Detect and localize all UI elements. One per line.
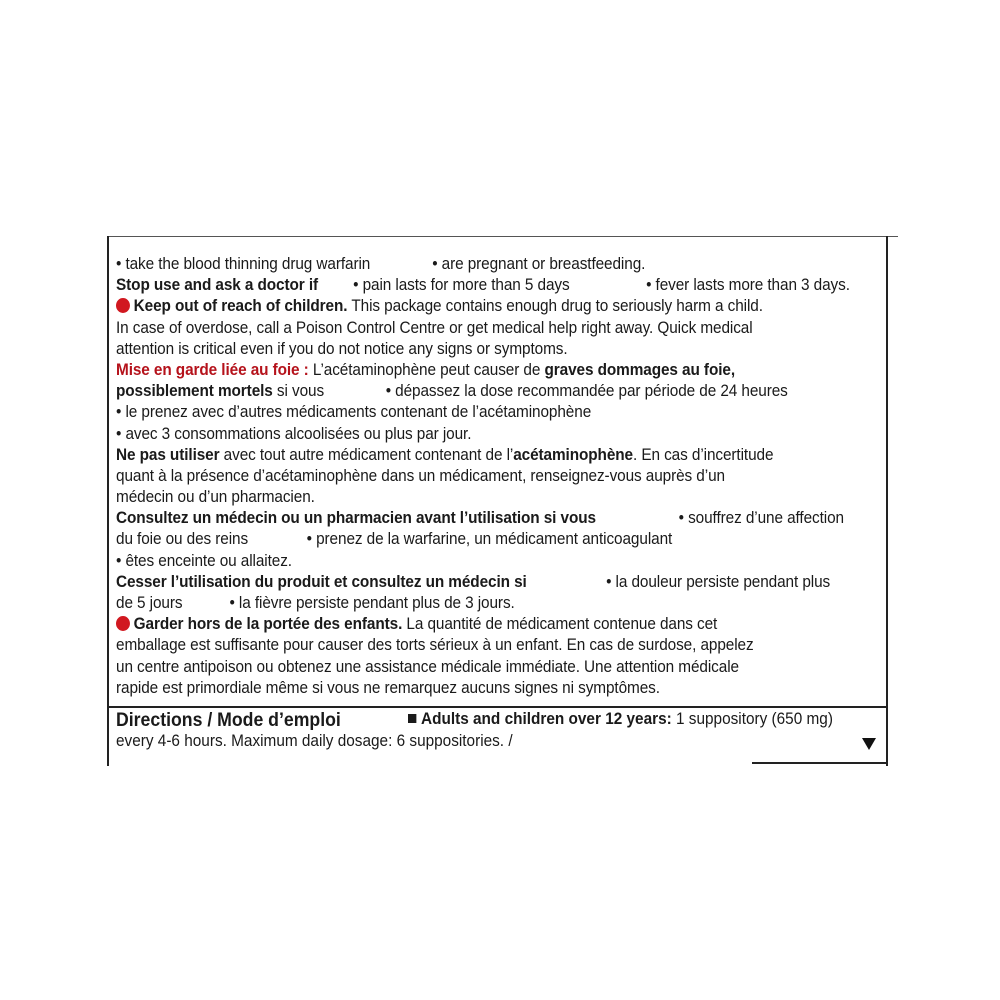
red-dot-icon	[116, 298, 130, 313]
bullet-liver-condition: • souffrez d’une affection	[678, 509, 844, 528]
bullet-pain: • pain lasts for more than 5 days	[353, 276, 570, 295]
line-10	[116, 445, 832, 466]
bullet-warfarine: • prenez de la warfarine, un médicament anticoagulant	[306, 530, 673, 549]
section-divider	[108, 706, 888, 708]
down-triangle-icon	[862, 738, 876, 750]
bullet-exceed-dose: • dépassez la dose recommandée par période de 24 heures	[385, 382, 788, 401]
line-17	[116, 593, 832, 614]
keep-out-heading: Keep out of reach of children.	[133, 297, 348, 316]
if-you-text: si vous	[272, 382, 325, 401]
line-4: In case of overdose, call a Poison Control Centre or get medical help right away. Quick medical	[116, 318, 753, 337]
line-20: un centre antipoison ou obtenez une assistance médicale immédiate. Une attention médicale	[116, 657, 739, 676]
line-7	[116, 381, 832, 402]
line-8: • le prenez avec d’autres médicaments contenant de l’acétaminophène	[116, 403, 592, 422]
frame-right-border	[886, 236, 888, 766]
line-6	[116, 360, 832, 381]
line-12: médecin ou d’un pharmacien.	[116, 488, 315, 507]
consult-heading: Consultez un médecin ou un pharmacien avant l’utilisation si vous	[116, 509, 596, 528]
line-9: • avec 3 consommations alcoolisées ou plus par jour.	[116, 424, 472, 443]
liver-kidney-text: du foie ou des reins	[116, 530, 249, 549]
directions-title: Directions / Mode d’emploi	[116, 710, 341, 731]
stop-use-heading: Stop use and ask a doctor if	[116, 276, 319, 295]
liver-warning-bold: graves dommages au foie,	[544, 360, 736, 379]
frame-left-border	[107, 236, 109, 766]
keep-out-text: This package contains enough drug to seriously harm a child.	[347, 297, 763, 316]
liver-warning-text: L’acétaminophène peut causer de	[308, 360, 545, 379]
five-days-text: de 5 jours	[116, 594, 183, 612]
bullet-fievre: • la fièvre persiste pendant plus de 3 jours.	[229, 594, 515, 612]
line-13	[116, 508, 844, 529]
do-not-use-heading: Ne pas utiliser	[116, 445, 220, 464]
dose-text: 1 suppository (650 mg)	[671, 710, 833, 728]
line-18	[116, 614, 832, 635]
bullet-douleur: • la douleur persiste pendant plus	[606, 572, 831, 591]
fatal-bold: possiblement mortels	[116, 382, 273, 401]
warnings-panel	[116, 254, 850, 699]
line-1	[116, 254, 832, 275]
line-3	[116, 296, 832, 317]
liver-warning-heading: Mise en garde liée au foie :	[116, 360, 309, 379]
bullet-fever: • fever lasts more than 3 days.	[646, 276, 850, 295]
directions-frequency: every 4-6 hours. Maximum daily dosage: 6 suppositories. /	[116, 732, 513, 750]
stop-use-fr-heading: Cesser l’utilisation du produit et consultez un médecin si	[116, 572, 527, 591]
line-5: attention is critical even if you do not notice any signs or symptoms.	[116, 339, 568, 358]
frame-top-border	[108, 236, 898, 237]
uncertainty-text: . En cas d’incertitude	[633, 445, 774, 464]
line-2	[116, 275, 850, 296]
keep-out-fr-text: La quantité de médicament contenue dans cet	[402, 615, 718, 634]
bullet-pregnant: • are pregnant or breastfeeding.	[432, 255, 646, 273]
square-bullet-icon	[408, 714, 416, 723]
red-dot-icon	[116, 616, 130, 631]
line-19: emballage est suffisante pour causer des torts sérieux à un enfant. En cas de surdose, appelez	[116, 636, 754, 655]
line-21: rapide est primordiale même si vous ne remarquez aucuns signes ni symptômes.	[116, 678, 660, 697]
frame-bottom-border	[752, 762, 888, 764]
line-11: quant à la présence d’acétaminophène dans un médicament, renseignez-vous auprès d’un	[116, 466, 725, 485]
age-heading: Adults and children over 12 years:	[421, 710, 672, 728]
line-15: • êtes enceinte ou allaitez.	[116, 551, 292, 570]
acetaminophen-bold: acétaminophène	[513, 445, 634, 464]
keep-out-fr-heading: Garder hors de la portée des enfants.	[133, 615, 403, 634]
bullet-warfarin: • take the blood thinning drug warfarin	[116, 255, 371, 273]
directions-dosage	[408, 710, 833, 729]
do-not-use-text: avec tout autre médicament contenant de l’	[219, 445, 514, 464]
line-14	[116, 529, 832, 550]
line-16	[116, 572, 832, 593]
